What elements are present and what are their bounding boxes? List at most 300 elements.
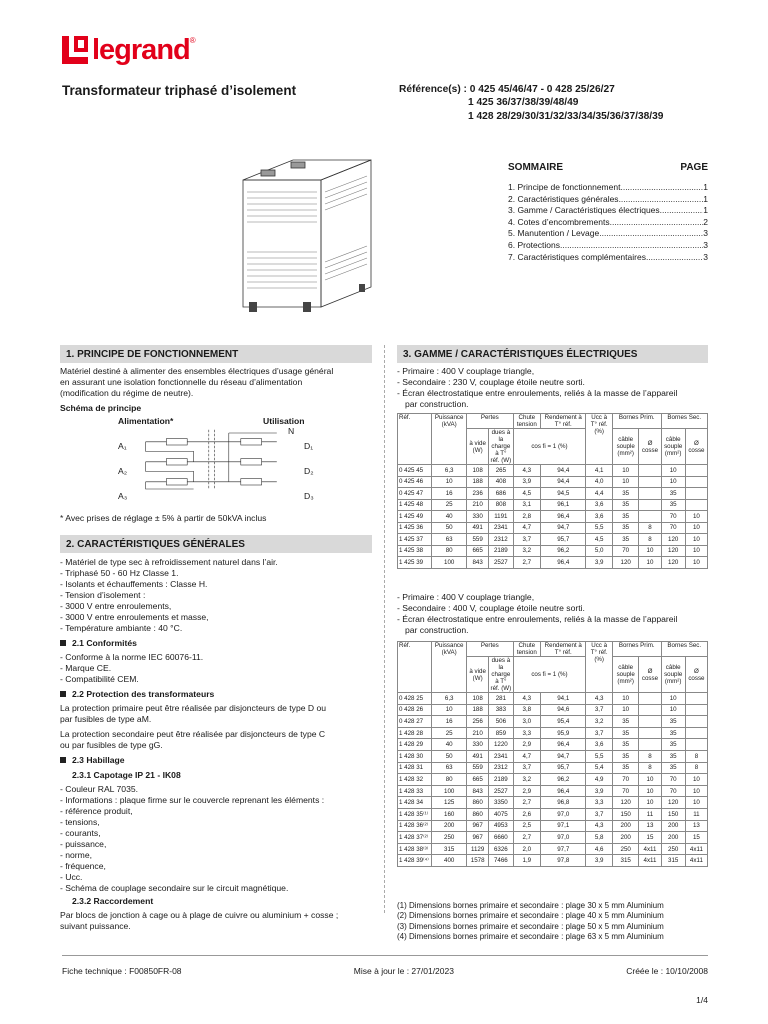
- table-of-contents: [508, 162, 708, 263]
- table-cell: 559: [467, 762, 489, 774]
- table-cell: 1 428 39⁽⁴⁾: [398, 855, 432, 867]
- table-cell: 95,7: [541, 762, 586, 774]
- table-cell: 10: [639, 557, 661, 569]
- table-cell: 250: [432, 832, 467, 844]
- section-3-intro-2: - Primaire : 400 V couplage triangle, - Secondaire : 400 V, couplage étoile neutre sorti. - Écran électrostatique entre enroulements, reliés à la masse de l’appareil par construction.: [397, 592, 678, 635]
- table-cell: 10: [661, 693, 685, 705]
- table-cell: 400: [432, 855, 467, 867]
- table-cell: 10: [612, 476, 639, 488]
- table-cell: 3,2: [513, 774, 541, 786]
- table-cell: 120: [661, 534, 685, 546]
- table-cell: 200: [661, 832, 685, 844]
- footer-maj: Mise à jour le : 27/01/2023: [353, 966, 454, 976]
- table-row: [398, 750, 708, 762]
- table-cell: 120: [661, 545, 685, 557]
- page-title: Transformateur triphasé d’isolement: [62, 83, 297, 98]
- table-cell: [685, 476, 707, 488]
- table-cell: 35: [661, 716, 685, 728]
- table-row: [398, 727, 708, 739]
- table-cell: 2,8: [513, 511, 541, 523]
- table-cell: 15: [685, 832, 707, 844]
- table-cell: 0 428 26: [398, 704, 432, 716]
- table-cell: 6,3: [432, 465, 467, 477]
- table-cell: 0 425 47: [398, 488, 432, 500]
- table-cell: 10: [432, 704, 467, 716]
- table-cell: [685, 739, 707, 751]
- section-3-intro-1: - Primaire : 400 V couplage triangle, - Secondaire : 230 V, couplage étoile neutre sorti. - Écran électrostatique entre enroulements, reliés à la masse de l’appareil par construction.: [397, 366, 678, 409]
- table-cell: 5,5: [586, 522, 613, 534]
- table-cell: 125: [432, 797, 467, 809]
- table-cell: 4,5: [513, 488, 541, 500]
- table-cell: 10: [685, 785, 707, 797]
- table-cell: 15: [639, 832, 661, 844]
- table-cell: 3,1: [513, 499, 541, 511]
- table-cell: 3,7: [513, 534, 541, 546]
- table-cell: 2189: [489, 545, 513, 557]
- table-cell: 3,7: [513, 762, 541, 774]
- table-row: [398, 522, 708, 534]
- toc-title: SOMMAIRE: [508, 162, 563, 173]
- table-cell: 95,4: [541, 716, 586, 728]
- table-row: [398, 511, 708, 523]
- table-cell: [639, 716, 661, 728]
- table-cell: 10: [685, 534, 707, 546]
- table-cell: 63: [432, 534, 467, 546]
- table-cell: 1 428 38⁽³⁾: [398, 843, 432, 855]
- table-cell: 16: [432, 488, 467, 500]
- table-cell: 8: [639, 522, 661, 534]
- table-cell: 35: [612, 727, 639, 739]
- table-cell: 4,3: [586, 820, 613, 832]
- table-cell: 1 425 39: [398, 557, 432, 569]
- table-cell: 1 428 35⁽¹⁾: [398, 808, 432, 820]
- table-cell: 96,2: [541, 545, 586, 557]
- table-cell: 1 425 38: [398, 545, 432, 557]
- table-cell: 50: [432, 750, 467, 762]
- table-cell: 35: [612, 739, 639, 751]
- table-cell: 70: [661, 511, 685, 523]
- table-cell: 35: [612, 499, 639, 511]
- table-cell: 97,8: [541, 855, 586, 867]
- table-cell: 6,3: [432, 693, 467, 705]
- table-cell: 10: [685, 522, 707, 534]
- table-cell: 108: [467, 465, 489, 477]
- table-cell: 95,9: [541, 727, 586, 739]
- table-row: [398, 797, 708, 809]
- table-cell: 315: [612, 855, 639, 867]
- transformer-drawing: [233, 152, 381, 322]
- table-cell: 70: [612, 774, 639, 786]
- table-cell: 0 428 27: [398, 716, 432, 728]
- schema-util-label: Utilisation: [263, 416, 305, 426]
- references: [399, 83, 663, 123]
- table-cell: 1 428 34: [398, 797, 432, 809]
- table-cell: 97,7: [541, 843, 586, 855]
- table-cell: 6660: [489, 832, 513, 844]
- table-cell: 3,9: [513, 476, 541, 488]
- table-cell: 2,9: [513, 785, 541, 797]
- label-a3: A₃: [118, 491, 128, 501]
- table-cell: 200: [612, 832, 639, 844]
- table-cell: 10: [685, 797, 707, 809]
- table-cell: 4,3: [586, 693, 613, 705]
- section-1-heading: 1. PRINCIPE DE FONCTIONNEMENT: [60, 345, 372, 363]
- table-cell: 1 425 36: [398, 522, 432, 534]
- table-cell: 10: [639, 774, 661, 786]
- sub-2-3-2: 2.3.2 Raccordement: [72, 896, 154, 906]
- table-cell: 3,2: [586, 716, 613, 728]
- table-cell: 10: [612, 465, 639, 477]
- table-cell: 200: [432, 820, 467, 832]
- table-cell: 4,3: [513, 465, 541, 477]
- table-cell: 96,4: [541, 785, 586, 797]
- table-cell: 35: [612, 762, 639, 774]
- table-cell: 3,9: [586, 855, 613, 867]
- table-cell: 2,7: [513, 797, 541, 809]
- table-cell: 94,1: [541, 693, 586, 705]
- table-cell: 120: [612, 557, 639, 569]
- table-cell: 94,6: [541, 704, 586, 716]
- table-cell: 665: [467, 774, 489, 786]
- table-cell: 860: [467, 797, 489, 809]
- table-cell: 2527: [489, 785, 513, 797]
- table-cell: 100: [432, 557, 467, 569]
- table-cell: 2,5: [513, 820, 541, 832]
- table-cell: 94,4: [541, 465, 586, 477]
- table-cell: 10: [661, 476, 685, 488]
- table-cell: 8: [685, 762, 707, 774]
- table-cell: 3,3: [513, 727, 541, 739]
- table-cell: 843: [467, 557, 489, 569]
- table-cell: 10: [639, 797, 661, 809]
- table-cell: 188: [467, 476, 489, 488]
- table-row: [398, 739, 708, 751]
- table-cell: 2312: [489, 762, 513, 774]
- toc-item[interactable]: 7. Caractéristiques complémentaires ..... 3: [508, 252, 708, 264]
- table-cell: 315: [432, 843, 467, 855]
- brand-reg: ®: [189, 35, 196, 45]
- table-cell: 2,0: [513, 843, 541, 855]
- table-cell: 120: [661, 557, 685, 569]
- table-cell: 80: [432, 774, 467, 786]
- table-cell: [639, 704, 661, 716]
- table-cell: 4x11: [685, 843, 707, 855]
- table-cell: 97,1: [541, 820, 586, 832]
- table-cell: [685, 716, 707, 728]
- table-cell: 2,6: [513, 808, 541, 820]
- brand-name: legrand: [92, 33, 190, 66]
- table-row: [398, 762, 708, 774]
- table-cell: 10: [661, 704, 685, 716]
- table-cell: 35: [612, 488, 639, 500]
- table-cell: 94,5: [541, 488, 586, 500]
- label-a2: A₂: [118, 466, 128, 476]
- table-cell: 250: [661, 843, 685, 855]
- table-cell: 5,0: [586, 545, 613, 557]
- table-cell: 843: [467, 785, 489, 797]
- table-cell: [639, 499, 661, 511]
- table-cell: 5,5: [586, 750, 613, 762]
- table-cell: 10: [685, 557, 707, 569]
- table-cell: 1 428 30: [398, 750, 432, 762]
- table-cell: [685, 499, 707, 511]
- table-cell: 3,9: [586, 557, 613, 569]
- footer-fiche: Fiche technique : F00850FR-08: [62, 966, 182, 976]
- table-cell: 2,9: [513, 739, 541, 751]
- table-cell: 40: [432, 739, 467, 751]
- table-cell: 4,3: [513, 693, 541, 705]
- schema-alim-label: Alimentation*: [118, 416, 174, 426]
- table-cell: 40: [432, 511, 467, 523]
- table-cell: 10: [612, 693, 639, 705]
- table-cell: 10: [639, 785, 661, 797]
- table-cell: 1 428 31: [398, 762, 432, 774]
- table-cell: 3,6: [586, 739, 613, 751]
- table-cell: 4,6: [586, 843, 613, 855]
- table-cell: 2527: [489, 557, 513, 569]
- table-cell: 70: [661, 774, 685, 786]
- toc-item[interactable]: 1. Principe de fonctionnement ..... 1: [508, 182, 708, 194]
- table-cell: 10: [685, 774, 707, 786]
- footer-divider: [62, 955, 708, 956]
- table-cell: 2189: [489, 774, 513, 786]
- table-cell: 95,7: [541, 534, 586, 546]
- table-cell: 236: [467, 488, 489, 500]
- table-cell: 3,9: [586, 785, 613, 797]
- table-cell: 4,1: [586, 465, 613, 477]
- table-notes: (1) Dimensions bornes primaire et secondaire : plage 30 x 5 mm Aluminium (2) Dimensions bornes primaire et secondaire : plage 40 x 5 mm Aluminium (3) Dimensions bornes primaire et secondaire : plage 50 x 5 mm Aluminium (4) Dimensions bornes primaire et secondaire : plage 63 x 5 mm Aluminium: [397, 901, 664, 941]
- table-cell: [685, 704, 707, 716]
- table-row: [398, 693, 708, 705]
- table-cell: 96,1: [541, 499, 586, 511]
- table-cell: 3350: [489, 797, 513, 809]
- table-cell: 2312: [489, 534, 513, 546]
- schema-title: Schéma de principe: [60, 403, 142, 413]
- table-cell: [639, 727, 661, 739]
- table-cell: 100: [432, 785, 467, 797]
- table-cell: 1220: [489, 739, 513, 751]
- table-cell: [639, 488, 661, 500]
- table-cell: 3,0: [513, 716, 541, 728]
- table-cell: 108: [467, 693, 489, 705]
- footer: [62, 966, 708, 976]
- table-cell: [639, 739, 661, 751]
- table-cell: 330: [467, 511, 489, 523]
- table-cell: 96,8: [541, 797, 586, 809]
- table-cell: 11: [639, 808, 661, 820]
- label-d1: D₁: [304, 441, 314, 451]
- table-cell: 3,7: [586, 727, 613, 739]
- table-cell: 4,5: [586, 534, 613, 546]
- section-1-text: Matériel destiné à alimenter des ensembles électriques d’usage général en assurant une isolation fonctionnelle du réseau d’alimentation (modification du régime de neutre). Schéma de principe: [60, 366, 375, 414]
- table-cell: [639, 465, 661, 477]
- table-cell: 35: [661, 499, 685, 511]
- table-cell: 2,7: [513, 832, 541, 844]
- toc-item[interactable]: 5. Manutention / Levage ..... 3: [508, 228, 708, 240]
- table-cell: 1 425 48: [398, 499, 432, 511]
- table-cell: 1 428 28: [398, 727, 432, 739]
- table-cell: 281: [489, 693, 513, 705]
- table-cell: 1 425 49: [398, 511, 432, 523]
- table-cell: 94,7: [541, 522, 586, 534]
- label-a1: A₁: [118, 441, 127, 451]
- table-cell: 3,6: [586, 499, 613, 511]
- table-cell: 315: [661, 855, 685, 867]
- table-cell: 7466: [489, 855, 513, 867]
- sub-2-3-1: 2.3.1 Capotage IP 21 - IK08: [72, 770, 181, 780]
- table-cell: 2,7: [513, 557, 541, 569]
- table-cell: 265: [489, 465, 513, 477]
- table-cell: 506: [489, 716, 513, 728]
- table-cell: 35: [612, 534, 639, 546]
- table-cell: 860: [467, 808, 489, 820]
- wiring-schema: [62, 425, 370, 505]
- table-cell: 3,2: [513, 545, 541, 557]
- table-cell: [685, 465, 707, 477]
- table-cell: 256: [467, 716, 489, 728]
- table-cell: 1 428 32: [398, 774, 432, 786]
- table-row: [398, 557, 708, 569]
- table-cell: 35: [661, 739, 685, 751]
- table-cell: 5,4: [586, 762, 613, 774]
- table-cell: 10: [685, 545, 707, 557]
- table-cell: 97,0: [541, 832, 586, 844]
- table-cell: 2341: [489, 750, 513, 762]
- table-cell: 1 428 36⁽²⁾: [398, 820, 432, 832]
- table-cell: 8: [639, 534, 661, 546]
- toc-page-label: PAGE: [680, 162, 708, 173]
- table-row: [398, 534, 708, 546]
- table-cell: 96,2: [541, 774, 586, 786]
- table-row: [398, 499, 708, 511]
- table-cell: 1129: [467, 843, 489, 855]
- spec-table-230v: Réf. Puissance (kVA) Pertes Chute tension Rendement à T° réf. Ucc à T° réf. (%) Bornes Prim. Bornes Sec. à vide (W) dues à la charge à T° réf. (W) cos fi = 1 (%) câble souple (mm²) Ø cosse câble souple (mm²) Ø cosse 0 425 45 6,3 108 265 4,3 94,4 4,1 10 10 0 425 46 10 188 408 3,9 94,4 4,0 10 10 0 425 47 16 236 686 4,5 94,5 4,4 35 35 1 425 48 25 210 808 3,1 96,1 3,6 35 35 1 425 49 40 330 1191 2,8 96,4 3,6 35 70 10 1 425 36 50 491 2341 4,7 94,7 5,5 35 8 70 10 1 425 37 63 559 2312 3,7 95,7 4,5 35 8 120 10 1 425 38 80 665 2189 3,2 96,2 5,0 70 10 120 10 1 425 39 100 843 2527 2,7 96,4 3,9 120 10 120 10: [397, 413, 708, 569]
- table-cell: 4x11: [639, 843, 661, 855]
- table-cell: 0 425 45: [398, 465, 432, 477]
- table-cell: 491: [467, 750, 489, 762]
- ref-line: Référence(s) : 0 425 45/46/47 - 0 428 25/26/27: [399, 84, 615, 95]
- table-cell: 96,4: [541, 557, 586, 569]
- table-cell: 11: [685, 808, 707, 820]
- table-cell: 4x11: [639, 855, 661, 867]
- table-cell: 200: [661, 820, 685, 832]
- table-cell: 1578: [467, 855, 489, 867]
- table-cell: 80: [432, 545, 467, 557]
- table-cell: 188: [467, 704, 489, 716]
- table-cell: 10: [639, 545, 661, 557]
- table-cell: 859: [489, 727, 513, 739]
- table-cell: 35: [612, 511, 639, 523]
- toc-item[interactable]: 6. Protections ..... 3: [508, 240, 708, 252]
- table-cell: 96,4: [541, 739, 586, 751]
- page-number: 1/4: [696, 995, 708, 1005]
- table-cell: 16: [432, 716, 467, 728]
- table-cell: 491: [467, 522, 489, 534]
- table-row: [398, 774, 708, 786]
- table-cell: 70: [612, 785, 639, 797]
- table-cell: 8: [685, 750, 707, 762]
- table-cell: 4,7: [513, 522, 541, 534]
- table-cell: 10: [612, 704, 639, 716]
- legrand-logo: [62, 35, 196, 65]
- table-cell: 35: [661, 762, 685, 774]
- table-cell: 686: [489, 488, 513, 500]
- table-row: [398, 855, 708, 867]
- table-cell: 3,7: [586, 808, 613, 820]
- table-cell: [685, 727, 707, 739]
- table-cell: 120: [612, 797, 639, 809]
- table-cell: 25: [432, 727, 467, 739]
- table-cell: 94,4: [541, 476, 586, 488]
- table-cell: [639, 693, 661, 705]
- sub-2-2: 2.2 Protection des transformateurs: [72, 689, 215, 699]
- table-cell: 0 425 46: [398, 476, 432, 488]
- table-cell: 250: [612, 843, 639, 855]
- table-cell: 1 428 37⁽²⁾: [398, 832, 432, 844]
- table-cell: 150: [612, 808, 639, 820]
- column-divider: [384, 345, 385, 913]
- table-cell: 3,6: [586, 511, 613, 523]
- table-cell: 8: [639, 762, 661, 774]
- table-cell: 4953: [489, 820, 513, 832]
- table-row: [398, 476, 708, 488]
- table-cell: 35: [612, 750, 639, 762]
- sub-2-1: 2.1 Conformités: [72, 638, 137, 648]
- table-cell: 3,3: [586, 797, 613, 809]
- ref-line: 1 428 28/29/30/31/32/33/34/35/36/37/38/39: [468, 110, 664, 122]
- table-cell: 10: [661, 465, 685, 477]
- table-cell: 808: [489, 499, 513, 511]
- footer-cree: Créée le : 10/10/2008: [626, 966, 708, 976]
- table-row: [398, 704, 708, 716]
- label-n: N: [288, 426, 295, 436]
- table-cell: [685, 693, 707, 705]
- table-cell: 94,7: [541, 750, 586, 762]
- table-cell: 13: [639, 820, 661, 832]
- table-cell: 96,4: [541, 511, 586, 523]
- toc-item[interactable]: 3. Gamme / Caractéristiques électriques ..... 1: [508, 205, 708, 217]
- table-row: [398, 785, 708, 797]
- label-d2: D₂: [304, 466, 314, 476]
- table-row: [398, 820, 708, 832]
- table-cell: 383: [489, 704, 513, 716]
- table-cell: 13: [685, 820, 707, 832]
- table-cell: 35: [661, 488, 685, 500]
- section-3-heading: 3. GAMME / CARACTÉRISTIQUES ÉLECTRIQUES: [397, 345, 708, 363]
- ref-line: 1 425 36/37/38/39/48/49: [468, 97, 579, 109]
- table-row: [398, 545, 708, 557]
- table-cell: 10: [432, 476, 467, 488]
- table-cell: [639, 476, 661, 488]
- table-row: [398, 488, 708, 500]
- table-cell: 408: [489, 476, 513, 488]
- table-cell: 160: [432, 808, 467, 820]
- table-cell: 5,8: [586, 832, 613, 844]
- table-cell: 50: [432, 522, 467, 534]
- table-cell: 97,0: [541, 808, 586, 820]
- toc-item[interactable]: 4. Cotes d’encombrements ..... 2: [508, 217, 708, 229]
- sub-2-3: 2.3 Habillage: [72, 755, 125, 765]
- table-cell: [685, 488, 707, 500]
- table-cell: 1 428 33: [398, 785, 432, 797]
- toc-item[interactable]: 2. Caractéristiques générales ..... 1: [508, 194, 708, 206]
- table-cell: 150: [661, 808, 685, 820]
- table-cell: 63: [432, 762, 467, 774]
- table-row: [398, 465, 708, 477]
- table-cell: 1 425 37: [398, 534, 432, 546]
- table-row: [398, 832, 708, 844]
- table-row: [398, 716, 708, 728]
